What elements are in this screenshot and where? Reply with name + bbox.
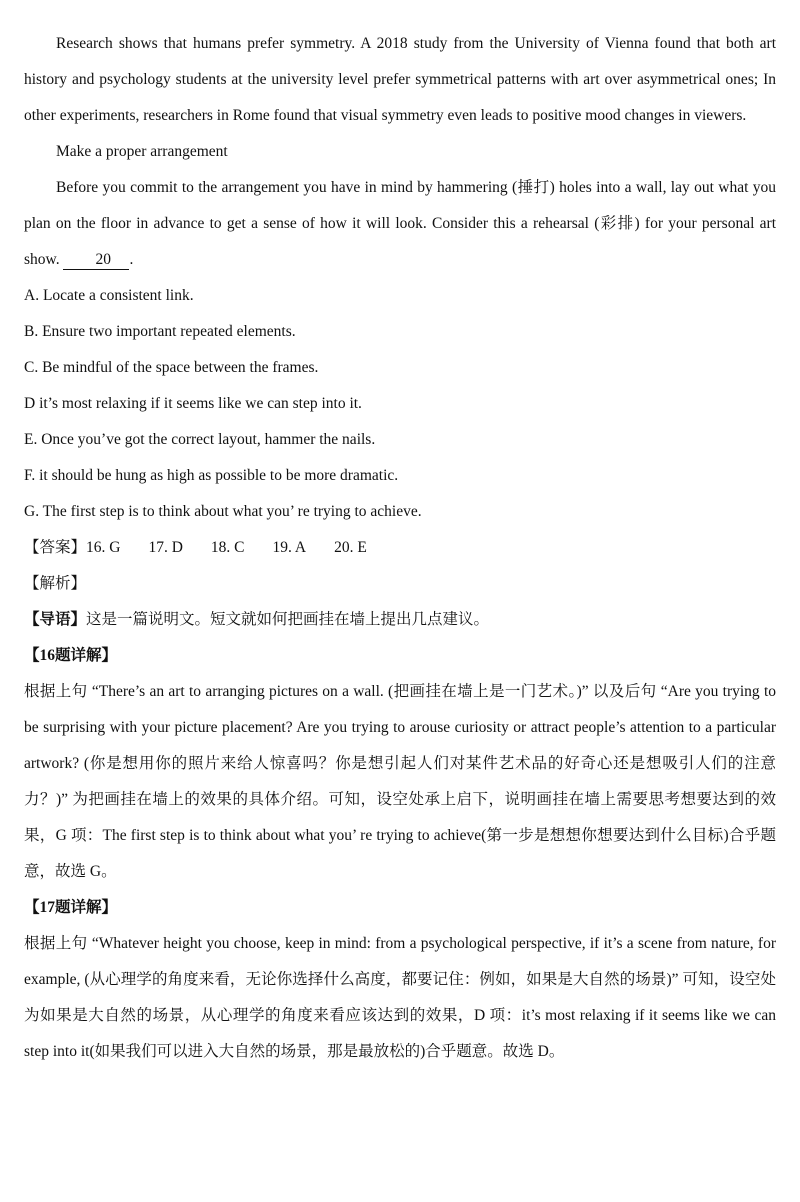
- q17-label: 【17题详解】: [24, 899, 118, 916]
- answer-item: 17. D: [148, 539, 183, 556]
- passage-paragraph-1: Research shows that humans prefer symmetry. A 2018 study from the University of Vienna found that both art history and psychology students at the university level prefer symmetrical patterns with art over asymmetrical ones; In other experiments, researchers in Rome found that visual symmetry even leads to positive mood changes in viewers.: [24, 35, 776, 124]
- answer-label: 【答案】: [24, 539, 87, 556]
- paragraph-2-text: Before you commit to the arrangement you have in mind by hammering (捶打) holes into a wall, lay out what you plan on the floor in advance to get a sense of how it will look. Consider this a rehearsal (彩排) for your personal art show.: [24, 179, 776, 268]
- passage-paragraph-2: [24, 170, 776, 278]
- option-g: G. The first step is to think about what you’ re trying to achieve.: [24, 503, 422, 520]
- answer-item: 19. A: [272, 539, 307, 556]
- intro-label: 【导语】: [24, 611, 87, 628]
- option-a: A. Locate a consistent link.: [24, 287, 194, 304]
- options-list: [24, 278, 776, 530]
- option-f: F. it should be hung as high as possible to be more dramatic.: [24, 467, 399, 484]
- document-page: [24, 26, 776, 1070]
- paragraph-2-end: .: [129, 251, 134, 268]
- answer-item: 18. C: [210, 539, 245, 556]
- analysis-label: 【解析】: [24, 575, 87, 592]
- intro-text: 这是一篇说明文。短文就如何把画挂在墙上提出几点建议。: [86, 611, 490, 628]
- option-d: D it’s most relaxing if it seems like we can step into it.: [24, 395, 362, 412]
- q16-label: 【16题详解】: [24, 647, 118, 664]
- option-b: B. Ensure two important repeated elements.: [24, 323, 296, 340]
- option-c: C. Be mindful of the space between the frames.: [24, 359, 319, 376]
- answer-key: [24, 530, 776, 566]
- q17-explanation: 根据上句 “Whatever height you choose, keep in mind: from a psychological perspective, if it’s a scene from nature, for example, (从心理学的角度来看，无论你选择什么高度，都要记住：例如，如果是大自然的场景)” 可知，设空处为如果是大自然的场景，从心理学的角度来看应该达到的效果，D 项：it’s most relaxing if it seems like we can step into it(如果我们可以进入大自然的场景，那是最放松的)合乎题意。故选 D。: [24, 935, 776, 1060]
- answer-item: 20. E: [334, 539, 367, 556]
- intro-line: [24, 602, 776, 638]
- answer-item: 16. G: [86, 539, 121, 556]
- option-e: E. Once you’ve got the correct layout, hammer the nails.: [24, 431, 376, 448]
- answer-blank-20: 20: [63, 251, 129, 270]
- section-heading: Make a proper arrangement: [56, 143, 228, 160]
- q16-explanation: 根据上句 “There’s an art to arranging pictures on a wall. (把画挂在墙上是一门艺术。)” 以及后句 “Are you trying to be surprising with your picture placement? Are you trying to arouse curiosity or attract people’s attention to a particular artwork? (你是想用你的照片来给人惊喜吗？你是想引起人们对某件艺术品的好奇心还是想吸引人们的注意力？)” 为把画挂在墙上的效果的具体介绍。可知，设空处承上启下，说明画挂在墙上需要思考想要达到的效果，G 项：The first step is to think about what you’ re trying to achieve(第一步是想想你想要达到什么目标)合乎题意，故选 G。: [24, 683, 776, 880]
